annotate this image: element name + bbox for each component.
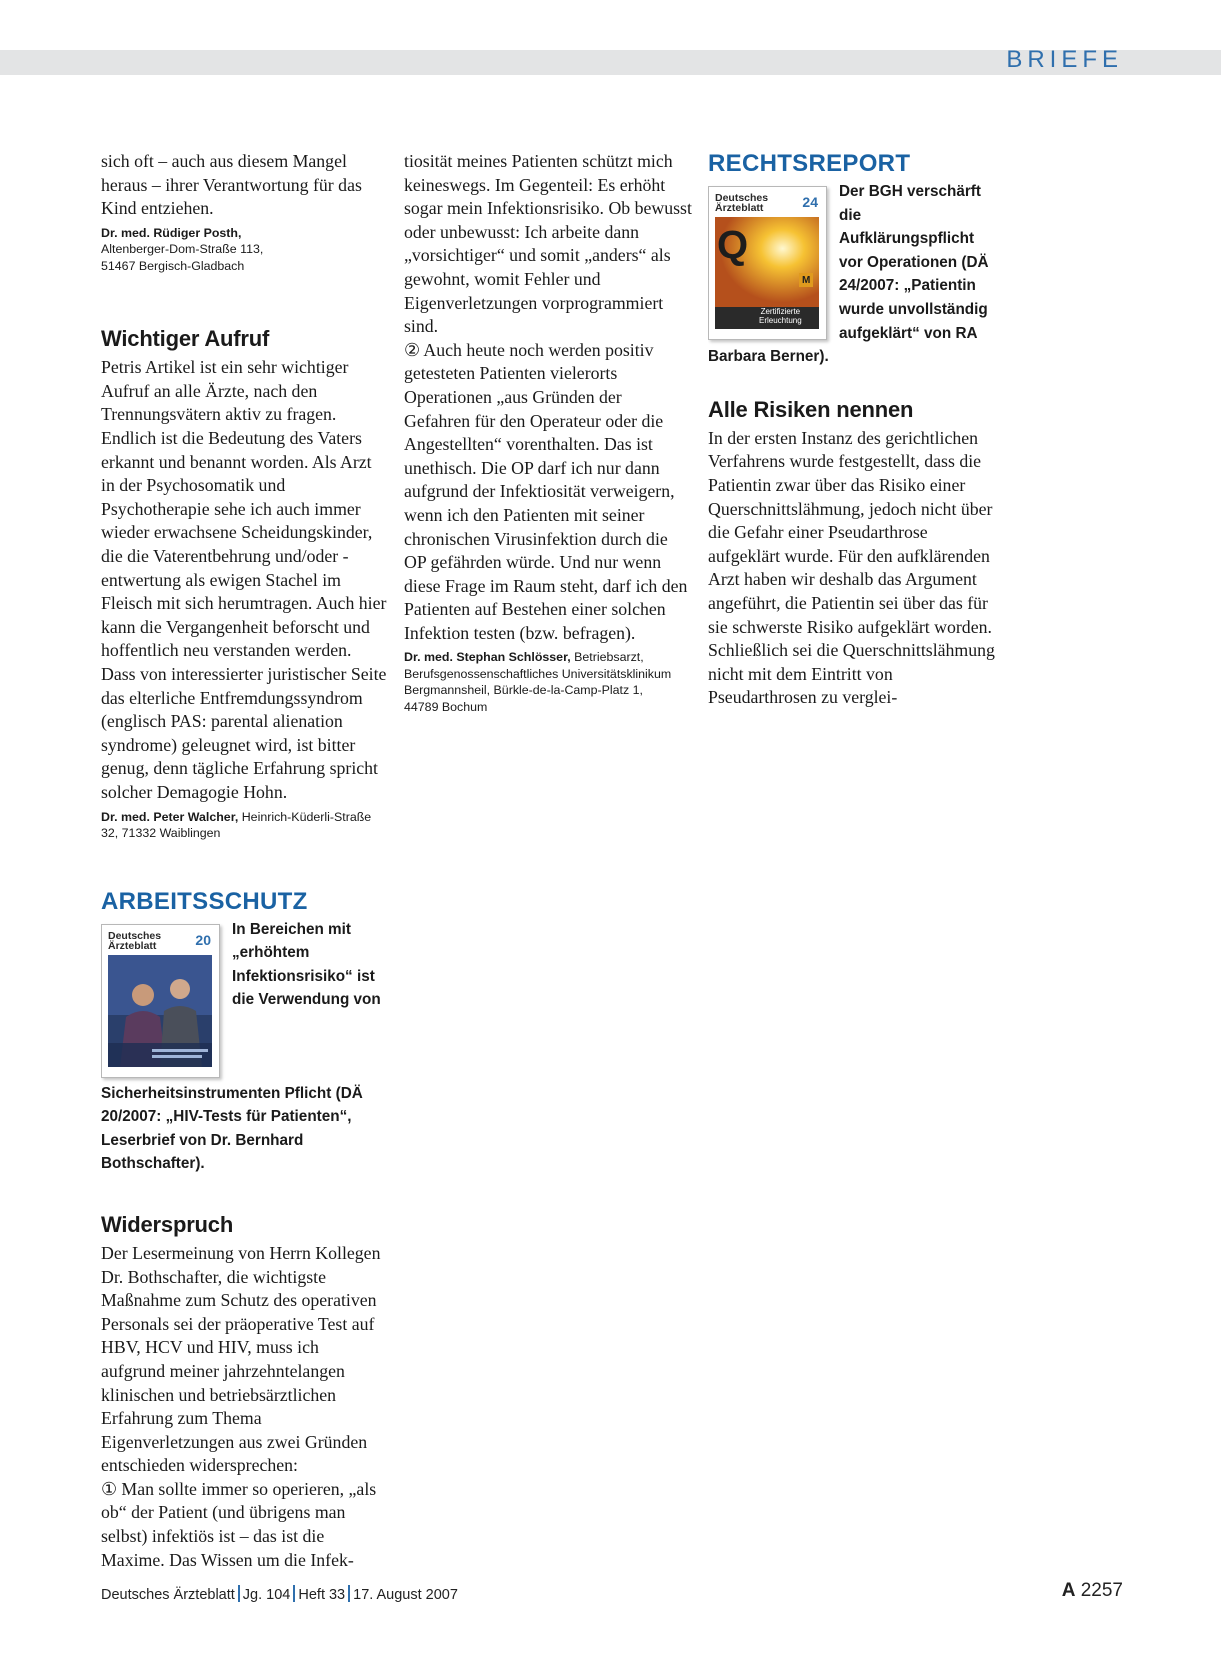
letter-heading: Alle Risiken nennen: [708, 396, 914, 422]
page-number: A 2257: [1061, 1580, 1123, 1601]
author-address: Betriebsarzt,: [574, 650, 644, 665]
column-2: [404, 150, 692, 715]
rubric-title: RECHTSREPORT: [708, 150, 911, 177]
footer-separator: [348, 1585, 350, 1602]
journal-name: Deutsches Ärzteblatt: [101, 1587, 235, 1603]
reference-text: In Bereichen mit „erhöhtem Infektionsrisiko“ ist die Verwendung von Sicherheitsinstrumenten Pflicht (DÄ 20/2007: „HIV-Tests für Patienten“, Leserbrief von Dr. Bernhard Bothschafter).: [101, 920, 381, 1173]
signature-posth: [101, 225, 387, 275]
magazine-cover: [708, 186, 827, 340]
letter-body: tiosität meines Patienten schützt mich keineswegs. Im Gegenteil: Es erhöht sogar mein Infektionsrisiko. Ob bewusst oder unbewusst: Ich arbeite dann „vorsichtiger“ und somit „anders“ als gewohnt, womit Fehler und Eigenverletzungen vorprogrammiert sind.: [404, 151, 692, 337]
author-address: 44789 Bochum: [404, 699, 488, 714]
cover-photo: [108, 955, 212, 1067]
magazine-cover: [101, 924, 220, 1078]
signature-schloesser: [404, 649, 692, 715]
letter-heading: Widerspruch: [101, 1211, 234, 1237]
letter-heading: Wichtiger Aufruf: [101, 326, 270, 352]
letter-body: Der Lesermeinung von Herrn Kollegen Dr. Bothschafter, die wichtigste Maßnahme zum Schutz des operativen Personals sei der präoperative Test auf HBV, HCV und HIV, muss ich aufgrund meiner jahrzehntelangen klinischen und betriebsärztlichen Erfahrung zum Thema Eigenverletzungen aus zwei Gründen entschieden widersprechen:: [101, 1242, 381, 1476]
intro-text: sich oft – auch aus diesem Mangel heraus – ihrer Verantwortung für das Kind entziehen.: [101, 151, 362, 219]
section-title: BRIEFE: [1006, 46, 1123, 73]
signature-walcher: [101, 809, 387, 842]
cover-logo: Deutsches Ärzteblatt: [715, 192, 769, 214]
author-address: Altenberger-Dom-Straße 113,: [101, 242, 264, 257]
footer-citation: [101, 1585, 458, 1603]
author-address: Berufsgenossenschaftliches Universitätsklinikum: [404, 666, 672, 681]
reference-text: Der BGH verschärft die Aufklärungspflicht vor Operationen (DÄ 24/2007: „Patientin wurde unvollständig aufgeklärt“ von RA Barbara Berner).: [708, 183, 989, 366]
letter-body: Petris Artikel ist ein sehr wichtiger Aufruf an alle Ärzte, nach den Trennungsvätern aktiv zu fragen. Endlich ist die Bedeutung des Vaters erkannt und benannt worden. Als Arzt in der Psychosomatik und Psychotherapie sehe ich auch immer wieder erwachsene Scheidungskinder, die die Vaterentbehrung und/oder -entwertung als ewigen Stachel im Fleisch mit sich herumtragen. Auch hier kann die Vergangenheit beforscht und hoffentlich neu verstanden werden. Dass von interessierter juristischer Seite das elterliche Entfremdungssyndrom (englisch PAS: parental alienation syndrome) geleugnet wird, ist bitter genug, denn tägliche Erfahrung spricht solcher Demagogie Hohn.: [101, 357, 387, 802]
cover-caption: Zertifizierte Erleuchtung: [759, 307, 802, 325]
letter-body: In der ersten Instanz des gerichtlichen Verfahrens wurde festgestellt, dass die Patientin zwar über das Risiko einer Querschnittslähmung, jedoch nicht über die Gefahr einer Pseudarthrose aufgeklärt wurde. Für den aufklärenden Arzt haben wir deshalb das Argument angeführt, die Patientin sei über das für sie schwerste Risiko aufgeklärt worden. Schließlich sei die Querschnittslähmung nicht mit dem Eintritt von Pseudarthrosen zu verglei-: [708, 427, 995, 708]
journal-volume: Jg. 104: [242, 1587, 291, 1603]
author-name: Dr. med. Rüdiger Posth,: [101, 225, 242, 240]
footer-separator: [238, 1585, 240, 1602]
rubric-title: ARBEITSSCHUTZ: [101, 887, 308, 915]
cover-letter: M: [802, 275, 811, 286]
author-address: Heinrich-Küderli-Straße 32, 71332 Waiblingen: [101, 809, 372, 841]
cover-issue-number: 20: [195, 931, 211, 948]
letter-body: ② Auch heute noch werden positiv getesteten Patienten vielerorts Operationen „aus Gründen der Gefahren für den Operateur oder die Angestellten“ vorenthalten. Das ist unethisch. Die OP darf ich nur dann aufgrund der Infektiosität verweigern, wenn ich den Patienten mit seiner chronischen Virusinfektion durch die OP gefährden würde. Und nur wenn diese Frage im Raum steht, darf ich den Patienten auf Bestehen einer solchen Infektion testen (bzw. befragen).: [404, 339, 688, 643]
letter-body: ① Man sollte immer so operieren, „als ob“ der Patient (und übrigens man selbst) infektiös ist – das ist die Maxime. Das Wissen um die Infek-: [101, 1478, 377, 1570]
cover-logo: Deutsches Ärzteblatt: [108, 929, 162, 952]
cover-issue-number: 24: [802, 194, 818, 210]
footer-separator: [293, 1585, 295, 1602]
author-address: Bergmannsheil, Bürkle-de-la-Camp-Platz 1,: [404, 683, 643, 698]
journal-date: 17. August 2007: [353, 1587, 458, 1603]
author-name: Dr. med. Stephan Schlösser,: [404, 650, 571, 665]
reference-box: [708, 180, 998, 369]
author-name: Dr. med. Peter Walcher,: [101, 809, 239, 824]
author-address: 51467 Bergisch-Gladbach: [101, 258, 245, 273]
column-1: [101, 150, 387, 1572]
cover-letter: Q: [717, 223, 749, 267]
column-3: [708, 150, 998, 710]
journal-issue: Heft 33: [298, 1587, 346, 1603]
reference-box: [101, 918, 387, 1176]
